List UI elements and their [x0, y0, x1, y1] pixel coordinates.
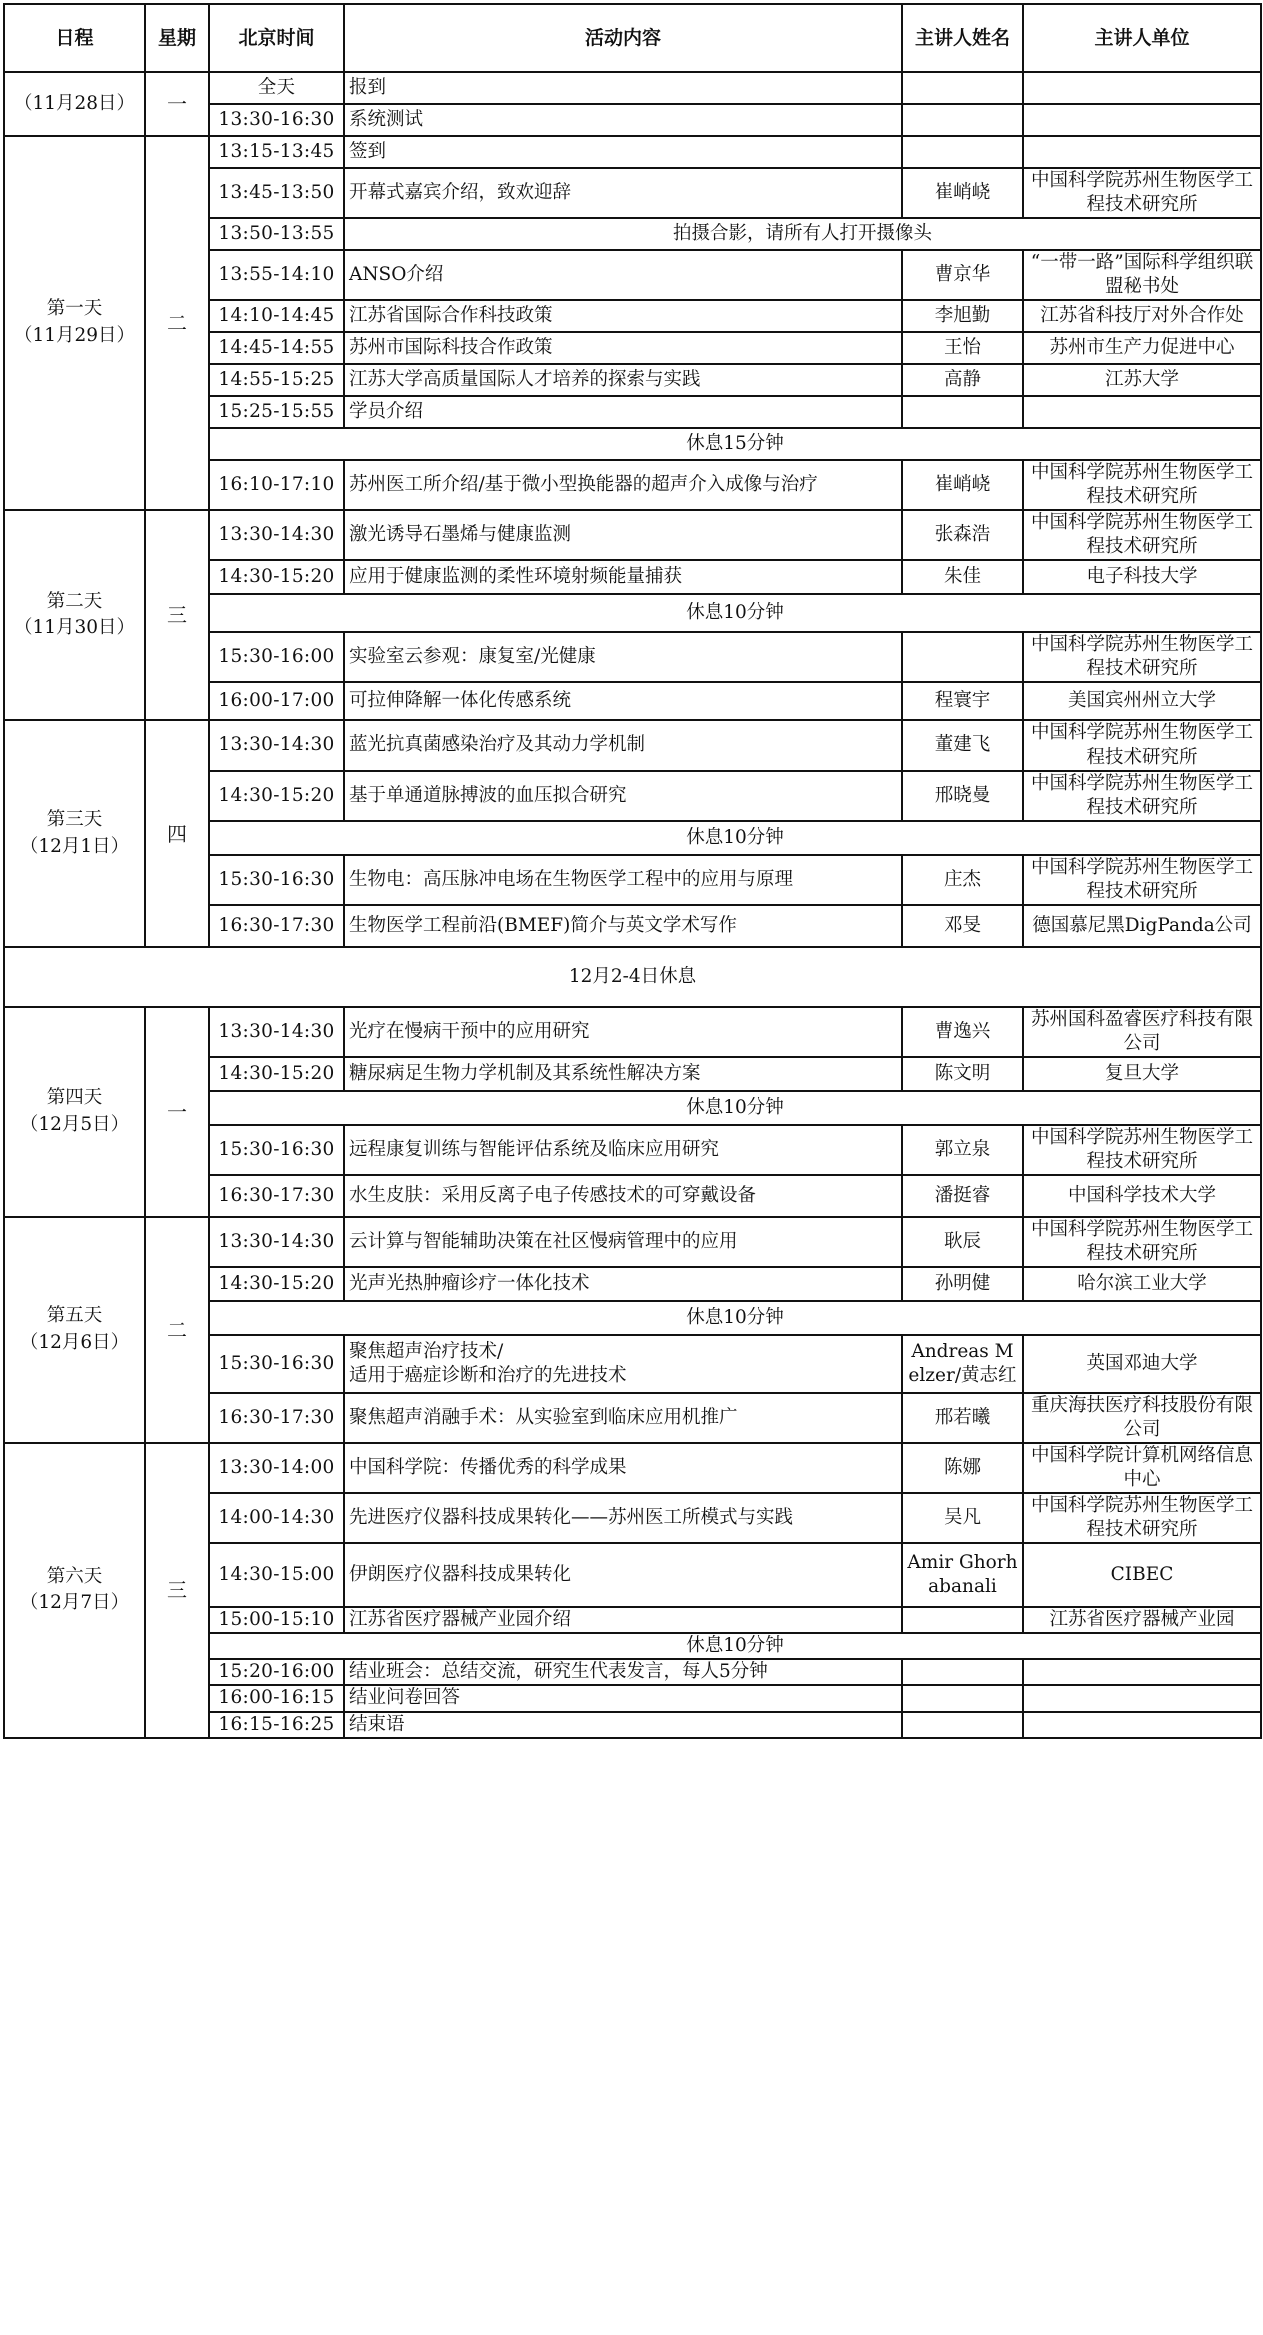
break-cell: 休息15分钟: [209, 428, 1261, 460]
time-cell: 14:10-14:45: [209, 300, 344, 332]
speaker-name-cell: 孙明健: [902, 1267, 1023, 1301]
speaker-org-cell: 中国科学院苏州生物医学工程技术研究所: [1023, 460, 1261, 510]
speaker-name-cell: 崔峭峣: [902, 460, 1023, 510]
speaker-name-cell: 曹京华: [902, 250, 1023, 300]
activity-text: 实验室云参观：康复室/光健康: [349, 646, 596, 668]
activity-text: 开幕式嘉宾介绍，致欢迎辞: [349, 182, 572, 204]
activity-text: 中国科学院：传播优秀的科学成果: [349, 1457, 627, 1479]
day-label: 第六天: [46, 1565, 103, 1587]
break-cell: 休息10分钟: [209, 1633, 1261, 1659]
speaker-name-cell: 邢晓曼: [902, 771, 1023, 821]
activity-cell: [344, 300, 902, 332]
activity-text: 云计算与智能辅助决策在社区慢病管理中的应用: [349, 1230, 738, 1252]
activity-cell: [344, 396, 902, 428]
photo-session-cell: 拍摄合影，请所有人打开摄像头: [344, 218, 1261, 250]
activity-cell: [344, 510, 902, 560]
activity-cell: [344, 1493, 902, 1543]
speaker-name-cell: [902, 1659, 1023, 1685]
speaker-org-cell: 中国科学院苏州生物医学工程技术研究所: [1023, 168, 1261, 218]
speaker-org-cell: 中国科学技术大学: [1023, 1175, 1261, 1217]
day-date: （11月28日）: [13, 92, 136, 114]
speaker-name-cell: [902, 1685, 1023, 1711]
activity-cell: [344, 1057, 902, 1091]
activity-cell: [344, 1712, 902, 1738]
activity-cell: [344, 1125, 902, 1175]
schedule-row: [4, 1217, 1261, 1267]
header-activity: 活动内容: [344, 4, 902, 72]
day-cell: [4, 510, 145, 720]
time-cell: 13:30-16:30: [209, 104, 344, 136]
time-cell: 14:30-15:20: [209, 1057, 344, 1091]
time-cell: 13:15-13:45: [209, 136, 344, 168]
activity-cell: [344, 136, 902, 168]
speaker-name-cell: [902, 396, 1023, 428]
time-cell: 16:00-17:00: [209, 682, 344, 720]
weekday-cell: 一: [145, 1007, 209, 1217]
time-cell: 16:30-17:30: [209, 905, 344, 947]
rest-days-row: [4, 947, 1261, 1007]
speaker-org-cell: 苏州市生产力促进中心: [1023, 332, 1261, 364]
activity-text: 光声光热肿瘤诊疗一体化技术: [349, 1273, 590, 1294]
time-cell: 13:45-13:50: [209, 168, 344, 218]
activity-cell: [344, 72, 902, 104]
speaker-org-cell: 江苏大学: [1023, 364, 1261, 396]
speaker-org-cell: 苏州国科盈睿医疗科技有限公司: [1023, 1007, 1261, 1057]
speaker-name-cell: 高静: [902, 364, 1023, 396]
header-weekday: 星期: [145, 4, 209, 72]
schedule-row: [4, 510, 1261, 560]
speaker-name-cell: [902, 72, 1023, 104]
speaker-org-cell: 中国科学院苏州生物医学工程技术研究所: [1023, 510, 1261, 560]
speaker-name-cell: 李旭勤: [902, 300, 1023, 332]
activity-text: 报到: [349, 76, 387, 98]
speaker-org-cell: CIBEC: [1023, 1543, 1261, 1607]
weekday-cell: 三: [145, 1443, 209, 1737]
day-label: 第四天: [46, 1087, 103, 1109]
day-date: （12月6日）: [19, 1332, 130, 1354]
activity-cell: [344, 1335, 902, 1393]
time-cell: 15:30-16:00: [209, 632, 344, 682]
time-cell: 16:10-17:10: [209, 460, 344, 510]
activity-text: 糖尿病足生物力学机制及其系统性解决方案: [349, 1062, 701, 1084]
activity-text: 光疗在慢病干预中的应用研究: [349, 1020, 590, 1042]
day-date: （12月1日）: [19, 835, 130, 857]
speaker-name-cell: 张森浩: [902, 510, 1023, 560]
speaker-org-cell: [1023, 104, 1261, 136]
activity-cell: [344, 1685, 902, 1711]
day-label: 第三天: [46, 808, 103, 830]
activity-text: 聚焦超声消融手术：从实验室到临床应用机推广: [349, 1407, 738, 1429]
time-cell: 16:15-16:25: [209, 1712, 344, 1738]
day-label: 第二天: [46, 590, 103, 612]
time-cell: 14:30-15:20: [209, 771, 344, 821]
header-speaker-org: 主讲人单位: [1023, 4, 1261, 72]
activity-cell: [344, 771, 902, 821]
activity-text: 签到: [349, 140, 387, 162]
break-cell: 休息10分钟: [209, 1091, 1261, 1125]
day-cell: [4, 1443, 145, 1737]
speaker-name-cell: 曹逸兴: [902, 1007, 1023, 1057]
time-cell: 16:30-17:30: [209, 1393, 344, 1443]
activity-cell: [344, 682, 902, 720]
time-cell: 16:30-17:30: [209, 1175, 344, 1217]
activity-text: 江苏省医疗器械产业园介绍: [349, 1609, 572, 1631]
speaker-org-cell: 中国科学院苏州生物医学工程技术研究所: [1023, 632, 1261, 682]
speaker-name-cell: 程寰宇: [902, 682, 1023, 720]
speaker-name-cell: 朱佳: [902, 560, 1023, 594]
speaker-org-cell: “一带一路”国际科学组织联盟秘书处: [1023, 250, 1261, 300]
activity-cell: [344, 632, 902, 682]
speaker-org-cell: [1023, 1712, 1261, 1738]
activity-text: 基于单通道脉搏波的血压拟合研究: [349, 784, 627, 806]
time-cell: 14:00-14:30: [209, 1493, 344, 1543]
activity-cell: [344, 1175, 902, 1217]
time-cell: 14:30-15:00: [209, 1543, 344, 1607]
speaker-org-cell: 德国慕尼黑DigPanda公司: [1023, 905, 1261, 947]
activity-cell: [344, 104, 902, 136]
weekday-cell: 四: [145, 720, 209, 946]
day-label: 第五天: [46, 1305, 103, 1327]
activity-text: 苏州市国际科技合作政策: [349, 337, 553, 359]
activity-text: 聚焦超声治疗技术/: [349, 1340, 504, 1362]
day-label: 第一天: [46, 298, 103, 320]
activity-text: 生物医学工程前沿(BMEF)简介与英文学术写作: [349, 914, 737, 936]
time-cell: 13:30-14:30: [209, 510, 344, 560]
activity-text: 应用于健康监测的柔性环境射频能量捕获: [349, 566, 683, 588]
activity-text: 苏州医工所介绍/基于微小型换能器的超声介入成像与治疗: [349, 474, 818, 496]
speaker-name-cell: Amir Ghorhabanali: [902, 1543, 1023, 1607]
speaker-name-cell: 董建飞: [902, 720, 1023, 770]
break-cell: 休息10分钟: [209, 594, 1261, 632]
activity-cell: [344, 364, 902, 396]
break-cell: 休息10分钟: [209, 821, 1261, 855]
speaker-org-cell: 中国科学院苏州生物医学工程技术研究所: [1023, 855, 1261, 905]
header-schedule: 日程: [4, 4, 145, 72]
speaker-org-cell: 江苏省科技厅对外合作处: [1023, 300, 1261, 332]
header-row: [4, 4, 1261, 72]
time-cell: 15:30-16:30: [209, 1125, 344, 1175]
speaker-name-cell: 郭立泉: [902, 1125, 1023, 1175]
speaker-org-cell: [1023, 136, 1261, 168]
time-cell: 14:55-15:25: [209, 364, 344, 396]
speaker-org-cell: 中国科学院计算机网络信息中心: [1023, 1443, 1261, 1493]
activity-text: 学员介绍: [349, 401, 424, 423]
speaker-name-cell: [902, 1607, 1023, 1633]
speaker-name-cell: 潘挺睿: [902, 1175, 1023, 1217]
activity-cell: [344, 1543, 902, 1607]
activity-text: ANSO介绍: [349, 264, 444, 286]
schedule-row: [4, 72, 1261, 104]
activity-text: 远程康复训练与智能评估系统及临床应用研究: [349, 1138, 720, 1160]
time-cell: 14:30-15:20: [209, 1267, 344, 1301]
speaker-org-cell: 重庆海扶医疗科技股份有限公司: [1023, 1393, 1261, 1443]
activity-cell: [344, 720, 902, 770]
day-date: （12月7日）: [19, 1592, 130, 1614]
speaker-org-cell: [1023, 72, 1261, 104]
weekday-cell: 三: [145, 510, 209, 720]
schedule-row: [4, 1443, 1261, 1493]
time-cell: 13:55-14:10: [209, 250, 344, 300]
header-speaker-name: 主讲人姓名: [902, 4, 1023, 72]
activity-cell: [344, 250, 902, 300]
activity-cell: [344, 1443, 902, 1493]
activity-text: 蓝光抗真菌感染治疗及其动力学机制: [349, 734, 646, 756]
rest-days-cell: 12月2-4日休息: [4, 947, 1261, 1007]
speaker-org-cell: 美国宾州州立大学: [1023, 682, 1261, 720]
speaker-name-cell: [902, 632, 1023, 682]
time-cell: 全天: [209, 72, 344, 104]
activity-text: 系统测试: [349, 108, 424, 130]
activity-cell: [344, 1217, 902, 1267]
schedule-row: [4, 1007, 1261, 1057]
speaker-org-cell: [1023, 1659, 1261, 1685]
weekday-cell: 一: [145, 72, 209, 136]
speaker-name-cell: 耿辰: [902, 1217, 1023, 1267]
speaker-name-cell: [902, 1712, 1023, 1738]
activity-cell: [344, 332, 902, 364]
day-cell: [4, 1007, 145, 1217]
header-beijing-time: 北京时间: [209, 4, 344, 72]
speaker-org-cell: [1023, 1685, 1261, 1711]
day-cell: [4, 136, 145, 510]
activity-text: 生物电：高压脉冲电场在生物医学工程中的应用与原理: [349, 868, 794, 890]
speaker-name-cell: 陈娜: [902, 1443, 1023, 1493]
time-cell: 15:30-16:30: [209, 855, 344, 905]
day-date: （11月30日）: [13, 617, 136, 639]
speaker-name-cell: [902, 104, 1023, 136]
activity-cell: [344, 1007, 902, 1057]
day-cell: [4, 72, 145, 136]
speaker-org-cell: 复旦大学: [1023, 1057, 1261, 1091]
speaker-name-cell: 庄杰: [902, 855, 1023, 905]
schedule-row: [4, 720, 1261, 770]
activity-text: 可拉伸降解一体化传感系统: [349, 690, 572, 712]
activity-cell: [344, 1267, 902, 1301]
day-cell: [4, 720, 145, 946]
speaker-name-cell: 崔峭峣: [902, 168, 1023, 218]
speaker-name-cell: 邓旻: [902, 905, 1023, 947]
activity-cell: [344, 1607, 902, 1633]
schedule-row: [4, 136, 1261, 168]
activity-cell: [344, 1659, 902, 1685]
activity-cell: [344, 560, 902, 594]
speaker-name-cell: 吴凡: [902, 1493, 1023, 1543]
activity-text: 水生皮肤：采用反离子电子传感技术的可穿戴设备: [349, 1184, 757, 1206]
speaker-org-cell: 电子科技大学: [1023, 560, 1261, 594]
speaker-org-cell: 中国科学院苏州生物医学工程技术研究所: [1023, 1125, 1261, 1175]
day-date: （12月5日）: [19, 1113, 130, 1135]
activity-text: 江苏大学高质量国际人才培养的探索与实践: [349, 369, 701, 391]
speaker-org-cell: 中国科学院苏州生物医学工程技术研究所: [1023, 1493, 1261, 1543]
speaker-org-cell: 中国科学院苏州生物医学工程技术研究所: [1023, 1217, 1261, 1267]
time-cell: 14:45-14:55: [209, 332, 344, 364]
speaker-name-cell: 王怡: [902, 332, 1023, 364]
time-cell: 15:20-16:00: [209, 1659, 344, 1685]
time-cell: 14:30-15:20: [209, 560, 344, 594]
activity-text: 结业问卷回答: [349, 1687, 461, 1709]
speaker-org-cell: 江苏省医疗器械产业园: [1023, 1607, 1261, 1633]
time-cell: 15:30-16:30: [209, 1335, 344, 1393]
speaker-org-cell: 中国科学院苏州生物医学工程技术研究所: [1023, 720, 1261, 770]
time-cell: 13:50-13:55: [209, 218, 344, 250]
activity-text: 结束语: [349, 1713, 405, 1735]
activity-cell: [344, 905, 902, 947]
speaker-org-cell: 英国邓迪大学: [1023, 1335, 1261, 1393]
day-cell: [4, 1217, 145, 1443]
activity-text: 结业班会：总结交流，研究生代表发言，每人5分钟: [349, 1661, 768, 1683]
activity-cell: [344, 460, 902, 510]
speaker-name-cell: 邢若曦: [902, 1393, 1023, 1443]
time-cell: 15:00-15:10: [209, 1607, 344, 1633]
day-date: （11月29日）: [13, 325, 136, 347]
activity-text: 先进医疗仪器科技成果转化——苏州医工所模式与实践: [349, 1507, 794, 1529]
time-cell: 13:30-14:30: [209, 720, 344, 770]
activity-text: 江苏省国际合作科技政策: [349, 305, 553, 327]
speaker-org-cell: 中国科学院苏州生物医学工程技术研究所: [1023, 771, 1261, 821]
speaker-org-cell: 哈尔滨工业大学: [1023, 1267, 1261, 1301]
schedule-body: [4, 72, 1261, 1738]
time-cell: 13:30-14:30: [209, 1007, 344, 1057]
break-cell: 休息10分钟: [209, 1301, 1261, 1335]
schedule-table: [3, 3, 1262, 1739]
activity-cell: [344, 855, 902, 905]
weekday-cell: 二: [145, 136, 209, 510]
speaker-name-cell: [902, 136, 1023, 168]
time-cell: 13:30-14:30: [209, 1217, 344, 1267]
speaker-name-cell: Andreas Melzer/黄志红: [902, 1335, 1023, 1393]
time-cell: 15:25-15:55: [209, 396, 344, 428]
speaker-org-cell: [1023, 396, 1261, 428]
activity-text-line2: 适用于癌症诊断和治疗的先进技术: [349, 1365, 627, 1387]
activity-cell: [344, 1393, 902, 1443]
time-cell: 13:30-14:00: [209, 1443, 344, 1493]
weekday-cell: 二: [145, 1217, 209, 1443]
time-cell: 16:00-16:15: [209, 1685, 344, 1711]
activity-text: 激光诱导石墨烯与健康监测: [349, 524, 572, 546]
activity-text: 伊朗医疗仪器科技成果转化: [349, 1564, 572, 1586]
speaker-name-cell: 陈文明: [902, 1057, 1023, 1091]
activity-cell: [344, 168, 902, 218]
